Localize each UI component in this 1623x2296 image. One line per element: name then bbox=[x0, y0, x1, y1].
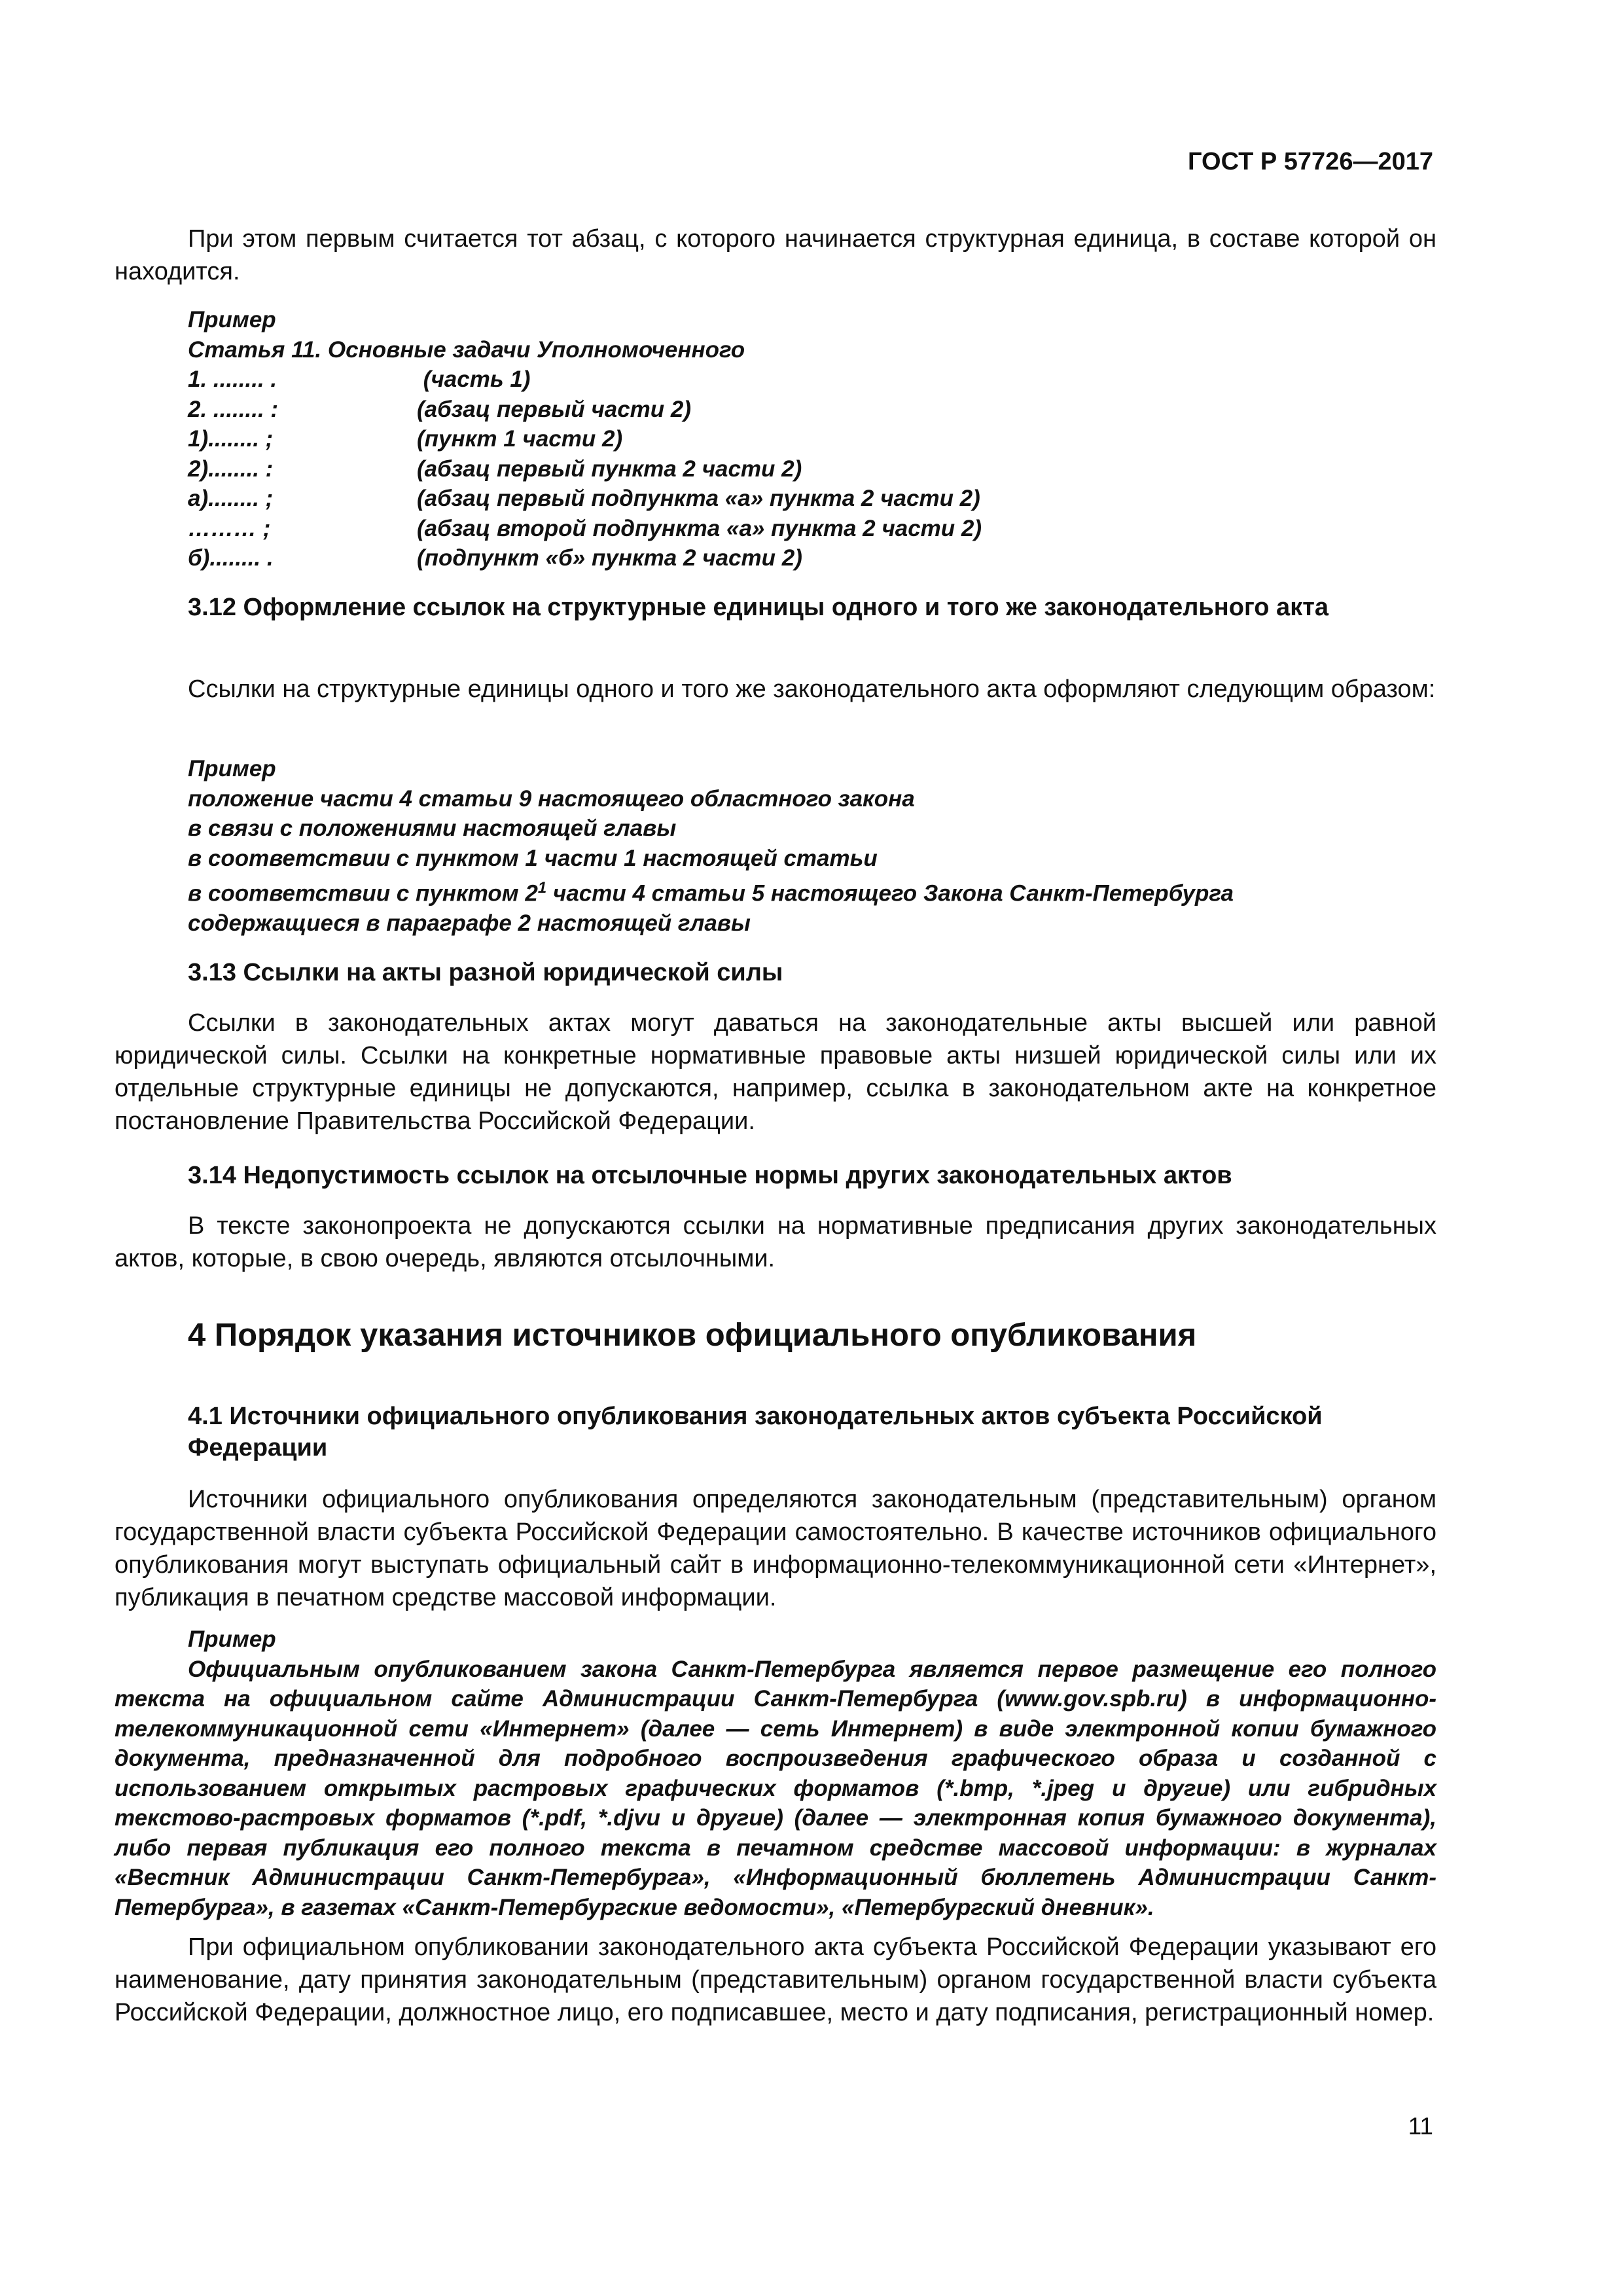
example-title: Статья 11. Основные задачи Уполномоченного bbox=[188, 336, 745, 363]
section-heading-4: 4 Порядок указания источников официального опубликования bbox=[188, 1318, 1197, 1353]
example-label: Пример bbox=[188, 1626, 276, 1652]
example-line: в связи с положениями настоящей главы bbox=[188, 816, 677, 841]
example-block-2 bbox=[115, 754, 1436, 939]
example-row: а)........ ; (абзац первый подпункта «а» пункта 2 части 2) bbox=[188, 486, 980, 511]
section-heading-4-1: 4.1 Источники официального опубликования законодательных актов субъекта Российской Федерации bbox=[188, 1403, 1323, 1462]
section-text-3-13: Ссылки в законодательных актах могут даваться на законодательные акты высшей или равной юридической силы. Ссылки на конкретные нормативные правовые акты низшей юридической силы или их отдельные структурные единицы не допускаются, например, ссылка в законодательном акте на конкретное постановление Правительства Российской Федерации. bbox=[115, 1009, 1436, 1135]
example-block-3 bbox=[115, 1624, 1436, 1922]
example-line: в соответствии с пунктом 1 части 1 настоящей статьи bbox=[188, 845, 878, 871]
section-text-3-14: В тексте законопроекта не допускаются ссылки на нормативные предписания других законодательных актов, которые, в свою очередь, являются отсылочными. bbox=[115, 1212, 1436, 1272]
section-heading-3-14: 3.14 Недопустимость ссылок на отсылочные нормы других законодательных актов bbox=[188, 1162, 1232, 1189]
example-line: содержащиеся в параграфе 2 настоящей главы bbox=[188, 910, 751, 937]
section-heading-3-12: 3.12 Оформление ссылок на структурные единицы одного и того же законодательного акта bbox=[188, 594, 1329, 621]
paragraph-final: При официальном опубликовании законодательного акта субъекта Российской Федерации указывают его наименование, дату принятия законодательным (представительным) органом государственной власти субъекта Российской Федерации, должностное лицо, его подписавшее, место и дату подписания, регистрационный номер. bbox=[115, 1933, 1436, 2026]
example-label: Пример bbox=[188, 307, 276, 332]
example-row: 1. ........ . (часть 1) bbox=[188, 367, 531, 392]
example-row: ……… ; (абзац второй подпункта «а» пункта 2 части 2) bbox=[188, 515, 982, 541]
example-text: Официальным опубликованием закона Санкт-Петербурга является первое размещение его полного текста на официальном сайте Администрации Санкт-Петербурга (www.gov.spb.ru) в информационно-телекоммуникационной сети «Интернет» (далее — сеть Интернет) в виде электронной копии бумажного документа, предназначенной для подробного воспроизведения графического образа и созданной с использованием открытых растровых графических форматов (*.bmp, *.jpeg и другие) или гибридных текстово-растровых форматов (*.pdf, *.djvu и другие) (далее — электронная копия бумажного документа), либо первая публикация его полного текста в печатном средстве массовой информации: в журналах «Вестник Администрации Санкт-Петербурга», «Информационный бюллетень Администрации Санкт-Петербурга», в газетах «Санкт-Петербургские ведомости», «Петербургский дневник». bbox=[115, 1656, 1436, 1920]
section-text-3-12: Ссылки на структурные единицы одного и того же законодательного акта оформляют следующим образом: bbox=[188, 675, 1436, 703]
page-number: 11 bbox=[1408, 2113, 1433, 2140]
example-block-1 bbox=[115, 305, 1436, 573]
example-row: б)........ . (подпункт «б» пункта 2 части 2) bbox=[188, 545, 802, 571]
example-row: 1)........ ; (пункт 1 части 2) bbox=[188, 426, 623, 452]
example-line: положение части 4 статьи 9 настоящего областного закона bbox=[188, 785, 915, 812]
document-id-header: ГОСТ Р 57726—2017 bbox=[1188, 148, 1433, 175]
example-row: 2)........ : (абзац первый пункта 2 части 2) bbox=[188, 456, 802, 482]
section-heading-3-13: 3.13 Ссылки на акты разной юридической силы bbox=[188, 959, 783, 986]
paragraph-intro: При этом первым считается тот абзац, с которого начинается структурная единица, в составе которой он находится. bbox=[115, 225, 1436, 285]
example-line: в соответствии с пунктом $2^1$ части 4 статьи 5 настоящего Закона Санкт-Петербурга bbox=[188, 879, 1234, 906]
example-row: 2. ........ : (абзац первый части 2) bbox=[188, 396, 692, 422]
section-text-4-1: Источники официального опубликования определяются законодательным (представительным) органом государственной власти субъекта Российской Федерации самостоятельно. В качестве источников официального опубликования могут выступать официальный сайт в информационно-телекоммуникационной сети «Интернет», публикация в печатном средстве массовой информации. bbox=[115, 1486, 1436, 1611]
example-label: Пример bbox=[188, 756, 276, 781]
